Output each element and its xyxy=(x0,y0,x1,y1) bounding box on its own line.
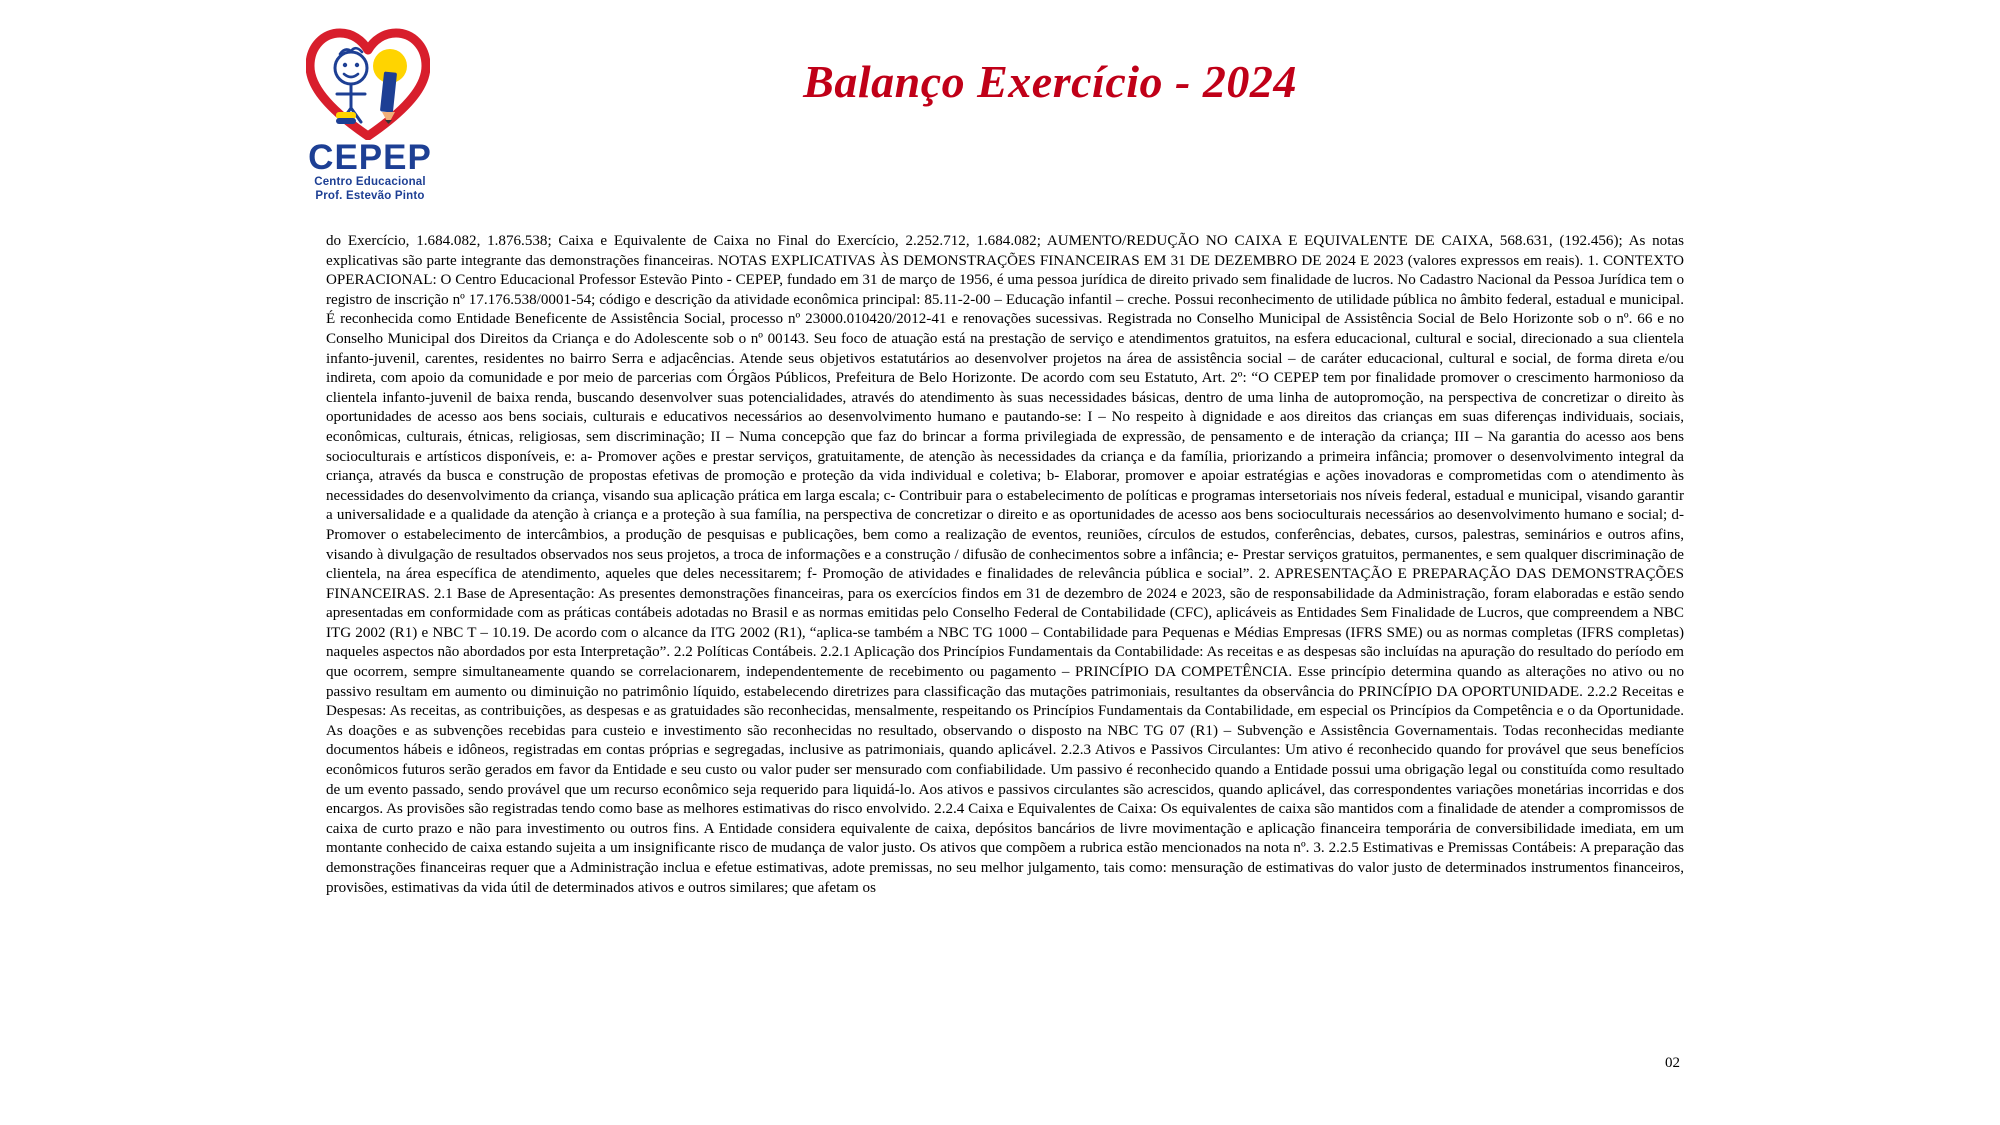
page-title: Balanço Exercício - 2024 xyxy=(803,56,1297,107)
logo-subtitle-line-1: Centro Educacional xyxy=(314,176,426,188)
document-body-text: do Exercício, 1.684.082, 1.876.538; Caixa e Equivalente de Caixa no Final do Exercício, 2.252.712, 1.684.082; AUMENTO/REDUÇÃO NO CAIXA E EQUIVALENTE DE CAIXA, 568.631, (192.456); As notas explicativas são parte integrante das demonstrações financeiras. NOTAS EXPLICATIVAS ÀS DEMONSTRAÇÕES FINANCEIRAS EM 31 DE DEZEMBRO DE 2024 E 2023 (valores expressos em reais). 1. CONTEXTO OPERACIONAL: O Centro Educacional Professor Estevão Pinto - CEPEP, fundado em 31 de março de 1956, é uma pessoa jurídica de direito privado sem finalidade de lucros. No Cadastro Nacional da Pessoa Jurídica tem o registro de inscrição nº 17.176.538/0001-54; código e descrição da atividade econômica principal: 85.11-2-00 – Educação infantil – creche. Possui reconhecimento de utilidade pública no âmbito federal, estadual e municipal. É reconhecida como Entidade Beneficente de Assistência Social, processo nº 23000.010420/2012-41 e renovações sucessivas. Registrada no Conselho Municipal de Assistência Social de Belo Horizonte sob o nº. 66 e no Conselho Municipal dos Direitos da Criança e do Adolescente sob o nº 00143. Seu foco de atuação está na prestação de serviço e atendimentos gratuitos, na esfera educacional, cultural e social, direcionado a sua clientela infanto-juvenil, carentes, residentes no bairro Serra e adjacências. Atende seus objetivos estatutários ao desenvolver projetos na área de assistência social – de caráter educacional, cultural e social, de forma direta e/ou indireta, com apoio da comunidade e por meio de parcerias com Órgãos Públicos, Prefeitura de Belo Horizonte. De acordo com seu Estatuto, Art. 2º: “O CEPEP tem por finalidade promover o crescimento harmonioso da clientela infanto-juvenil de baixa renda, buscando desenvolver suas potencialidades, através do atendimento às suas necessidades básicas, dentro de uma linha de autopromoção, na perspectiva de concretizar o direito às oportunidades de acesso aos bens sociais, culturais e educativos necessários ao desenvolvimento humano e pautando-se: I – No respeito à dignidade e aos direitos das crianças em suas diferenças individuais, sociais, econômicas, culturais, étnicas, religiosas, sem discriminação; II – Numa concepção que faz do brincar a forma privilegiada de expressão, de pensamento e de interação da criança; III – Na garantia do acesso aos bens socioculturais e artísticos disponíveis, e: a- Promover ações e prestar serviços, gratuitamente, de atenção às necessidades da criança e da família, priorizando a primeira infância; promover o desenvolvimento integral da criança, através da busca e construção de propostas efetivas de promoção e proteção da vida individual e coletiva; b- Elaborar, promover e apoiar estratégias e ações inovadoras e comprometidas com o atendimento às necessidades do desenvolvimento da criança, visando sua aplicação prática em larga escala; c- Contribuir para o estabelecimento de políticas e programas intersetoriais nos níveis federal, estadual e municipal, visando garantir a universalidade e a qualidade da atenção à criança e a proteção à sua família, na perspectiva de concretizar o direito e as oportunidades de acesso aos bens socioculturais necessários ao desenvolvimento humano e social; d- Promover o estabelecimento de intercâmbios, a produção de pesquisas e publicações, bem como a realização de eventos, reuniões, círculos de estudos, conferências, debates, cursos, palestras, seminários e outros afins, visando à divulgação de resultados observados nos seus projetos, a troca de informações e a construção / difusão de conhecimentos sobre a infância; e- Prestar serviços gratuitos, permanentes, e sem qualquer discriminação de clientela, na área específica de atendimento, aqueles que deles necessitarem; f- Promoção de atividades e finalidades de relevância pública e social”. 2. APRESENTAÇÃO E PREPARAÇÃO DAS DEMONSTRAÇÕES FINANCEIRAS. 2.1 Base de Apresentação: As presentes demonstrações financeiras, para os exercícios findos em 31 de dezembro de 2024 e 2023, são de responsabilidade da Administração, foram elaboradas e estão sendo apresentadas em conformidade com as práticas contábeis adotadas no Brasil e as normas emitidas pelo Conselho Federal de Contabilidade (CFC), aplicáveis as Entidades Sem Finalidade de Lucros, que compreendem a NBC ITG 2002 (R1) e NBC T – 10.19. De acordo com o alcance da ITG 2002 (R1), “aplica-se também a NBC TG 1000 – Contabilidade para Pequenas e Médias Empresas (IFRS SME) ou as normas completas (IFRS completas) naqueles aspectos não abordados por esta Interpretação”. 2.2 Políticas Contábeis. 2.2.1 Aplicação dos Princípios Fundamentais da Contabilidade: As receitas e as despesas são incluídas na apuração do resultado do período em que ocorrem, sempre simultaneamente quando se correlacionarem, independentemente de recebimento ou pagamento – PRINCÍPIO DA COMPETÊNCIA. Esse princípio determina quando as alterações no ativo ou no passivo resultam em aumento ou diminuição no patrimônio líquido, estabelecendo diretrizes para classificação das mutações patrimoniais, resultantes da observância do PRINCÍPIO DA OPORTUNIDADE. 2.2.2 Receitas e Despesas: As receitas, as contribuições, as despesas e as gratuidades são reconhecidas, mensalmente, respeitando os Princípios Fundamentais da Contabilidade, em especial os Princípios da Competência e o da Oportunidade. As doações e as subvenções recebidas para custeio e investimento são reconhecidas no resultado, observando o disposto na NBC TG 07 (R1) – Subvenção e Assistência Governamentais. Todas reconhecidas mediante documentos hábeis e idôneos, registradas em contas próprias e segregadas, inclusive as patrimoniais, quando aplicável. 2.2.3 Ativos e Passivos Circulantes: Um ativo é reconhecido quando for provável que seus benefícios econômicos futuros serão gerados em favor da Entidade e seu custo ou valor puder ser mensurado com confiabilidade. Um passivo é reconhecido quando a Entidade possui uma obrigação legal ou constituída como resultado de um evento passado, sendo provável que um recurso econômico seja requerido para liquidá-lo. Aos ativos e passivos circulantes são acrescidos, quando aplicável, das correspondentes variações monetárias incorridas e dos encargos. As provisões são registradas tendo como base as melhores estimativas do risco envolvido. 2.2.4 Caixa e Equivalentes de Caixa: Os equivalentes de caixa são mantidos com a finalidade de atender a compromissos de caixa de curto prazo e não para investimento ou outros fins. A Entidade considera equivalente de caixa, depósitos bancários de livre movimentação e aplicação financeira temporária de conversibilidade imediata, em um montante conhecido de caixa estando sujeita a um insignificante risco de mudança de valor justo. Os ativos que compõem a rubrica estão mencionados na nota nº. 3. 2.2.5 Estimativas e Premissas Contábeis: A preparação das demonstrações financeiras requer que a Administração inclua e efetue estimativas, adote premissas, no seu melhor julgamento, tais como: mensuração de estimativas do valor justo de determinados instrumentos financeiros, provisões, estimativas da vida útil de determinados ativos e outros similares; que afetam os xyxy=(326,233,1684,896)
logo-name: CEPEP xyxy=(308,138,432,177)
cepep-logo xyxy=(300,28,440,202)
logo-subtitle-line-2: Prof. Estevão Pinto xyxy=(315,189,425,202)
logo-wordmark xyxy=(300,140,440,202)
page-number: 02 xyxy=(1665,1055,1680,1071)
heart-logo-icon xyxy=(306,28,430,140)
